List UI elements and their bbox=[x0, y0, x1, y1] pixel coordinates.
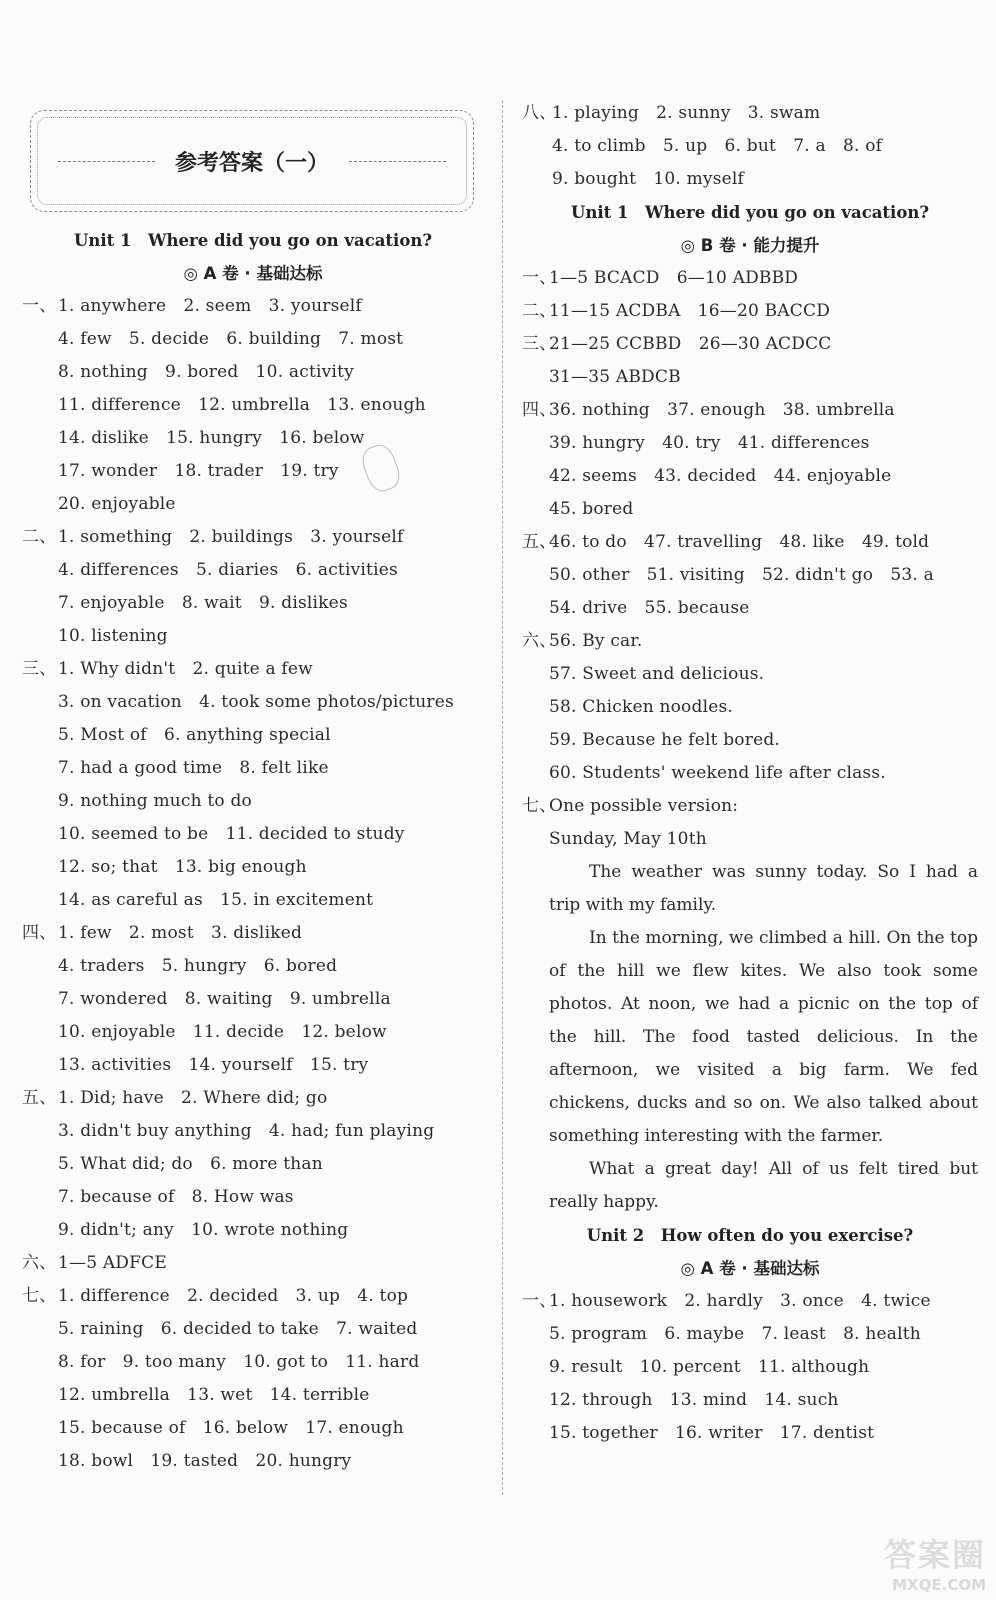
answer-text: 1. Why didn't 2. quite a few bbox=[58, 659, 313, 679]
answer-text: 60. Students' weekend life after class. bbox=[549, 763, 886, 783]
page-title: 参考答案（一） bbox=[175, 150, 330, 176]
answer-text: 12. umbrella 13. wet 14. terrible bbox=[58, 1385, 370, 1405]
answer-text: 58. Chicken noodles. bbox=[549, 697, 733, 717]
answer-text: 7. because of 8. How was bbox=[58, 1187, 294, 1207]
answer-line bbox=[522, 526, 978, 559]
answer-text: 57. Sweet and delicious. bbox=[549, 664, 765, 684]
answer-text: 1. Did; have 2. Where did; go bbox=[58, 1088, 328, 1108]
answer-line bbox=[22, 917, 484, 950]
answer-list bbox=[522, 1285, 978, 1450]
answer-line bbox=[22, 620, 484, 653]
answer-text: 36. nothing 37. enough 38. umbrella bbox=[549, 400, 895, 420]
answer-text: 3. didn't buy anything 4. had; fun playing bbox=[58, 1121, 435, 1141]
answer-line bbox=[522, 658, 978, 691]
essay-paragraph: What a great day! All of us felt tired but really happy. bbox=[549, 1159, 978, 1212]
answer-text: 1. difference 2. decided 3. up 4. top bbox=[58, 1286, 409, 1306]
question-number: 三、 bbox=[522, 334, 557, 354]
answer-text: 3. on vacation 4. took some photos/pictures bbox=[58, 692, 454, 712]
question-number: 三、 bbox=[22, 659, 57, 679]
answer-text: 14. dislike 15. hungry 16. below bbox=[58, 428, 365, 448]
answer-line bbox=[522, 328, 978, 361]
watermark-url: MXQE.COM bbox=[892, 1576, 986, 1594]
answer-line bbox=[22, 1148, 484, 1181]
answer-line bbox=[22, 1082, 484, 1115]
answer-line bbox=[22, 1214, 484, 1247]
answer-line bbox=[22, 290, 484, 323]
answer-text: 7. wondered 8. waiting 9. umbrella bbox=[58, 989, 391, 1009]
answer-line bbox=[522, 394, 978, 427]
answer-text: 10. seemed to be 11. decided to study bbox=[58, 824, 405, 844]
answer-text: 1. playing 2. sunny 3. swam bbox=[552, 103, 821, 123]
answer-text: 10. enjoyable 11. decide 12. below bbox=[58, 1022, 387, 1042]
answer-line bbox=[22, 1379, 484, 1412]
unit-heading: Unit 2 How often do you exercise? bbox=[586, 1226, 914, 1245]
answer-line bbox=[22, 686, 484, 719]
question-number: 六、 bbox=[522, 631, 557, 651]
answer-line bbox=[522, 625, 978, 658]
answer-text: 10. listening bbox=[58, 626, 168, 646]
section-heading: ◎ B 卷 · 能力提升 bbox=[680, 236, 820, 255]
answer-text: 9. didn't; any 10. wrote nothing bbox=[58, 1220, 349, 1240]
answer-text: 7. enjoyable 8. wait 9. dislikes bbox=[58, 593, 348, 613]
answer-text: 31—35 ABDCB bbox=[549, 367, 681, 387]
question-number: 一、 bbox=[22, 296, 57, 316]
answer-line bbox=[522, 1351, 978, 1384]
essay-date: Sunday, May 10th bbox=[549, 829, 707, 849]
column-divider bbox=[502, 100, 503, 1495]
question-number: 七、 bbox=[22, 1286, 57, 1306]
answer-text: 7. had a good time 8. felt like bbox=[58, 758, 329, 778]
answer-text: 18. bowl 19. tasted 20. hungry bbox=[58, 1451, 352, 1471]
answer-text: 13. activities 14. yourself 15. try bbox=[58, 1055, 369, 1075]
answer-text: 9. result 10. percent 11. although bbox=[549, 1357, 870, 1377]
question-number: 一、 bbox=[522, 268, 557, 288]
watermark-logo: 答案圈 bbox=[883, 1536, 986, 1574]
answer-line bbox=[22, 488, 484, 521]
answer-line bbox=[22, 1016, 484, 1049]
answer-line bbox=[22, 1412, 484, 1445]
answer-line bbox=[522, 790, 978, 823]
question-number: 五、 bbox=[522, 532, 557, 552]
answer-text: 8. for 9. too many 10. got to 11. hard bbox=[58, 1352, 420, 1372]
answer-text: 1—5 BCACD 6—10 ADBBD bbox=[549, 268, 799, 288]
unit-heading: Unit 1 Where did you go on vacation? bbox=[74, 231, 432, 250]
answer-line bbox=[522, 1318, 978, 1351]
answer-line bbox=[22, 1445, 484, 1478]
answer-line bbox=[522, 295, 978, 328]
section-heading: ◎ A 卷 · 基础达标 bbox=[183, 264, 323, 283]
question-number: 二、 bbox=[22, 527, 57, 547]
answer-line bbox=[22, 389, 484, 422]
answer-text: 1—5 ADFCE bbox=[58, 1253, 167, 1273]
answer-text: 5. raining 6. decided to take 7. waited bbox=[58, 1319, 418, 1339]
answer-line bbox=[522, 361, 978, 394]
watermark bbox=[836, 1530, 986, 1594]
answer-text: 56. By car. bbox=[549, 631, 643, 651]
question-number: 六、 bbox=[22, 1253, 57, 1273]
question-number: 一、 bbox=[522, 1291, 557, 1311]
answer-line bbox=[22, 1181, 484, 1214]
question-number: 七、 bbox=[522, 796, 557, 816]
answer-line bbox=[22, 983, 484, 1016]
answer-text: 15. because of 16. below 17. enough bbox=[58, 1418, 404, 1438]
right-column bbox=[522, 97, 978, 1450]
answer-text: 4. traders 5. hungry 6. bored bbox=[58, 956, 338, 976]
unit-heading: Unit 1 Where did you go on vacation? bbox=[571, 203, 929, 222]
answer-line bbox=[22, 356, 484, 389]
answer-text: 39. hungry 40. try 41. differences bbox=[549, 433, 870, 453]
answer-line bbox=[22, 1115, 484, 1148]
answer-text: 46. to do 47. travelling 48. like 49. told bbox=[549, 532, 930, 552]
answer-text: 17. wonder 18. trader 19. try bbox=[58, 461, 339, 481]
answer-line bbox=[522, 724, 978, 757]
answer-line bbox=[22, 719, 484, 752]
answer-line bbox=[522, 97, 978, 130]
answer-text: 15. together 16. writer 17. dentist bbox=[549, 1423, 875, 1443]
answer-line bbox=[522, 592, 978, 625]
answer-line bbox=[22, 521, 484, 554]
answer-line bbox=[22, 1049, 484, 1082]
answer-text: 1. housework 2. hardly 3. once 4. twice bbox=[549, 1291, 931, 1311]
answer-list bbox=[22, 290, 484, 1478]
answer-text: 45. bored bbox=[549, 499, 634, 519]
essay-paragraph: The weather was sunny today. So I had a trip with my family. bbox=[549, 862, 978, 915]
answer-text: 9. nothing much to do bbox=[58, 791, 252, 811]
answer-line bbox=[22, 851, 484, 884]
answer-text: 5. What did; do 6. more than bbox=[58, 1154, 323, 1174]
essay-paragraph: In the morning, we climbed a hill. On the top of the hill we flew kites. We also took some photos. At noon, we had a picnic on the top of the hill. The food tasted delicious. In the afternoon, we visited a big farm. We fed chickens, ducks and so on. We also talked about something interesting with the farmer. bbox=[549, 928, 978, 1146]
answer-text: 12. so; that 13. big enough bbox=[58, 857, 307, 877]
answer-line bbox=[522, 460, 978, 493]
answer-text: 4. to climb 5. up 6. but 7. a 8. of bbox=[552, 136, 883, 156]
answer-line bbox=[522, 559, 978, 592]
answer-text: 4. differences 5. diaries 6. activities bbox=[58, 560, 398, 580]
answer-line bbox=[22, 1280, 484, 1313]
question-number: 四、 bbox=[522, 400, 557, 420]
answer-text: 1. anywhere 2. seem 3. yourself bbox=[58, 296, 362, 316]
question-number: 五、 bbox=[22, 1088, 57, 1108]
answer-text: One possible version: bbox=[549, 796, 739, 816]
answer-line bbox=[522, 1285, 978, 1318]
answer-line bbox=[22, 884, 484, 917]
answer-text: 5. Most of 6. anything special bbox=[58, 725, 331, 745]
question-number: 二、 bbox=[522, 301, 557, 321]
answer-text: 1. few 2. most 3. disliked bbox=[58, 923, 303, 943]
answer-line bbox=[22, 752, 484, 785]
answer-text: 54. drive 55. because bbox=[549, 598, 750, 618]
answer-text: 8. nothing 9. bored 10. activity bbox=[58, 362, 354, 382]
answer-text: 20. enjoyable bbox=[58, 494, 176, 514]
answer-list bbox=[522, 97, 978, 196]
answer-line bbox=[22, 455, 484, 488]
answer-text: 11—15 ACDBA 16—20 BACCD bbox=[549, 301, 831, 321]
answer-line bbox=[22, 818, 484, 851]
section-heading: ◎ A 卷 · 基础达标 bbox=[680, 1259, 820, 1278]
answer-line bbox=[22, 1247, 484, 1280]
answer-line bbox=[22, 785, 484, 818]
answer-list bbox=[522, 262, 978, 823]
answer-line bbox=[22, 554, 484, 587]
question-number: 四、 bbox=[22, 923, 57, 943]
answer-line bbox=[522, 1384, 978, 1417]
answer-text: 12. through 13. mind 14. such bbox=[549, 1390, 839, 1410]
answer-line bbox=[522, 130, 978, 163]
answer-line bbox=[22, 653, 484, 686]
answer-text: 21—25 CCBBD 26—30 ACDCC bbox=[549, 334, 832, 354]
essay bbox=[522, 823, 978, 1219]
answer-line bbox=[22, 1346, 484, 1379]
answer-text: 59. Because he felt bored. bbox=[549, 730, 781, 750]
answer-text: 11. difference 12. umbrella 13. enough bbox=[58, 395, 426, 415]
answer-line bbox=[522, 757, 978, 790]
answer-text: 1. something 2. buildings 3. yourself bbox=[58, 527, 404, 547]
answer-line bbox=[522, 1417, 978, 1450]
answer-text: 5. program 6. maybe 7. least 8. health bbox=[549, 1324, 921, 1344]
answer-line bbox=[522, 691, 978, 724]
answer-text: 42. seems 43. decided 44. enjoyable bbox=[549, 466, 892, 486]
answer-text: 14. as careful as 15. in excitement bbox=[58, 890, 374, 910]
answer-line bbox=[22, 950, 484, 983]
answer-line bbox=[522, 427, 978, 460]
left-column bbox=[22, 96, 484, 1478]
answer-line bbox=[22, 323, 484, 356]
answer-line bbox=[522, 262, 978, 295]
answer-line bbox=[522, 493, 978, 526]
answer-text: 9. bought 10. myself bbox=[552, 169, 745, 189]
answer-line bbox=[22, 587, 484, 620]
answer-line bbox=[522, 163, 978, 196]
answer-line bbox=[22, 422, 484, 455]
answer-title-box bbox=[30, 110, 474, 212]
question-number: 八、 bbox=[522, 103, 557, 123]
answer-line bbox=[22, 1313, 484, 1346]
answer-text: 50. other 51. visiting 52. didn't go 53. a bbox=[549, 565, 934, 585]
answer-text: 4. few 5. decide 6. building 7. most bbox=[58, 329, 404, 349]
